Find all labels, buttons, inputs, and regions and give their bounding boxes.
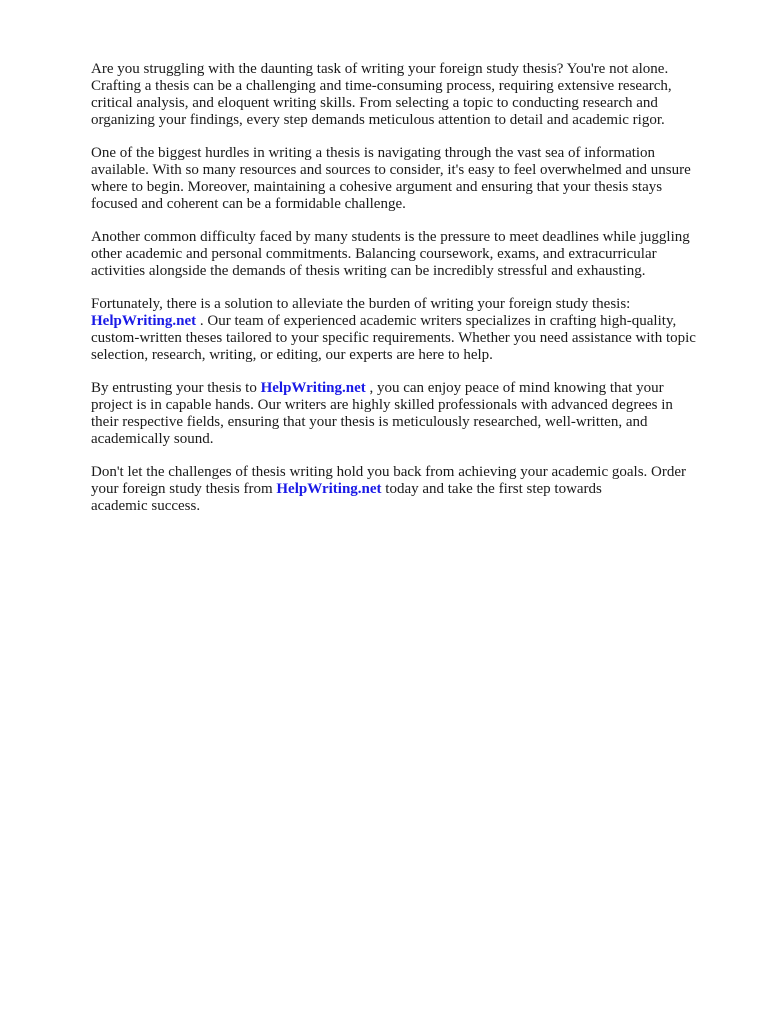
entrusting-text-before: By entrusting your thesis to bbox=[91, 380, 261, 396]
entrusting-text-after: , you can enjoy peace of mind knowing that your project is in capable hands. Our writers are highly skilled professionals with advanced degrees in their respective fields, ensuring that your thesis is meticulously researched, well-written, and academically sound. bbox=[91, 380, 673, 447]
solution-text-before: Fortunately, there is a solution to alleviate the burden of writing your foreign study thesis: bbox=[91, 296, 631, 312]
helpwriting-link-1[interactable]: HelpWriting.net bbox=[91, 313, 197, 329]
order-text-before: Don't let the challenges of thesis writing hold you back from achieving your academic goals. Order your foreign study thesis from bbox=[91, 464, 687, 497]
order-text-after: today and take the first step towards academic success. bbox=[91, 481, 602, 514]
paragraph-entrusting bbox=[91, 380, 731, 448]
paragraph-order bbox=[91, 464, 731, 515]
solution-text-after: . Our team of experienced academic writers specializes in crafting high-quality, custom-written theses tailored to your specific requirements. Whether you need assistance with topic selection, research, writing, or editing, our experts are here to help. bbox=[91, 313, 696, 363]
document-body bbox=[91, 61, 731, 531]
paragraph-intro: Are you struggling with the daunting task of writing your foreign study thesis? You're not alone. Crafting a thesis can be a challenging and time-consuming process, requiring extensive research, critical analysis, and eloquent writing skills. From selecting a topic to conducting research and organizing your findings, every step demands meticulous attention to detail and academic rigor. bbox=[91, 61, 672, 128]
paragraph-solution bbox=[91, 296, 731, 364]
helpwriting-link-2[interactable]: HelpWriting.net bbox=[260, 380, 366, 396]
paragraph-deadlines: Another common difficulty faced by many students is the pressure to meet deadlines while juggling other academic and personal commitments. Balancing coursework, exams, and extracurricular activities alongside the demands of thesis writing can be incredibly stressful and exhausting. bbox=[91, 229, 690, 279]
helpwriting-link-3[interactable]: HelpWriting.net bbox=[276, 481, 382, 497]
paragraph-hurdles: One of the biggest hurdles in writing a thesis is navigating through the vast sea of information available. With so many resources and sources to consider, it's easy to feel overwhelmed and unsure where to begin. Moreover, maintaining a cohesive argument and ensuring that your thesis stays focused and coherent can be a formidable challenge. bbox=[91, 145, 691, 212]
